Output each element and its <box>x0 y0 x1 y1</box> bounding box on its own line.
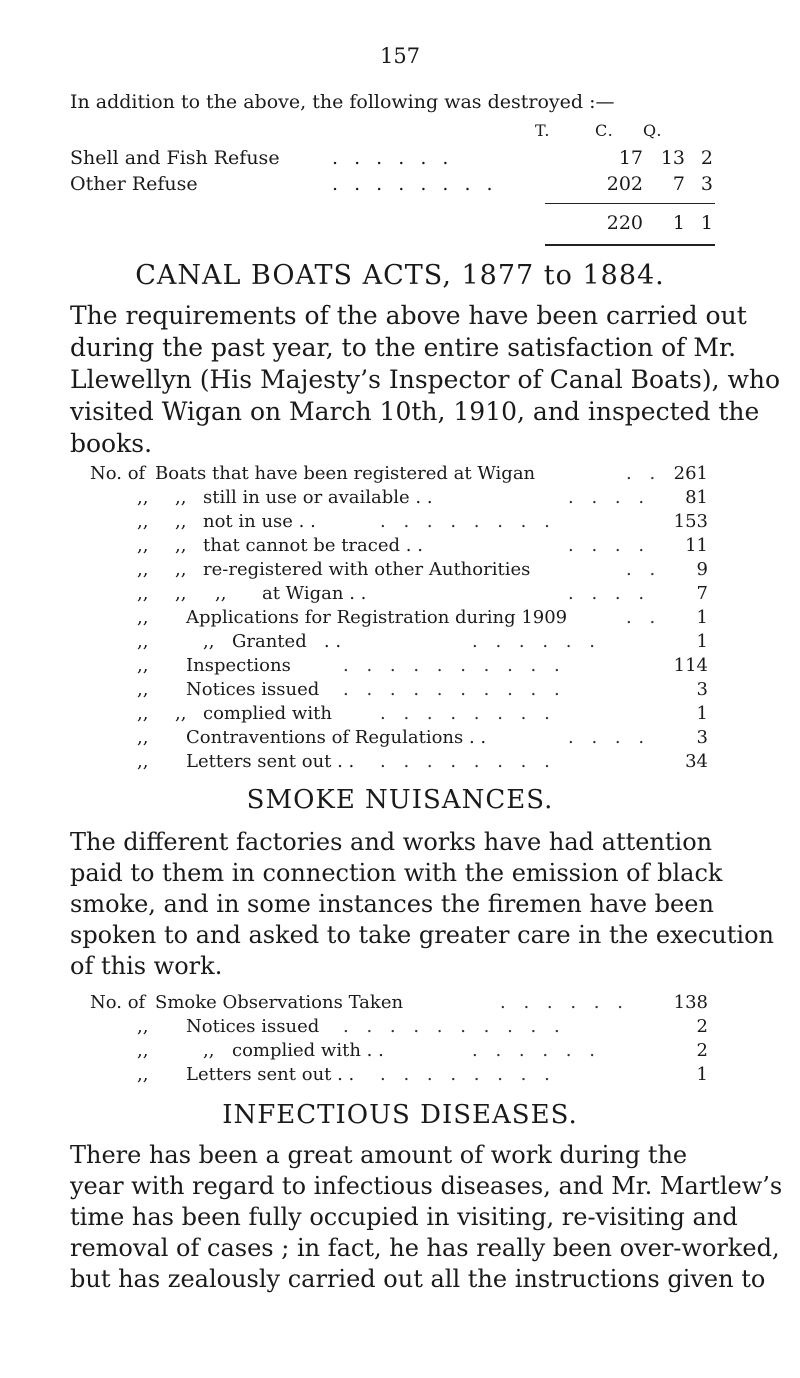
row-value: 114 <box>673 655 708 676</box>
table-row <box>0 631 800 655</box>
qtr-header: Q. <box>643 121 663 140</box>
canal-title: CANAL BOATS ACTS, 1877 to 1884. <box>135 260 665 291</box>
infectious-paragraph <box>70 1140 783 1295</box>
row-lead: ,, <box>137 559 149 580</box>
row-label: Notices issued <box>186 1016 320 1037</box>
row-value: 81 <box>685 487 708 508</box>
row-ditto: ,, <box>175 535 187 556</box>
paragraph-line: spoken to and asked to take greater care in the execution <box>70 921 774 949</box>
paragraph-line: time has been fully occupied in visiting, re-visiting and <box>70 1203 738 1231</box>
leader-dots: . . . . . . <box>332 147 454 169</box>
leader-dots: . . . . <box>568 487 651 508</box>
row-lead: ,, <box>137 631 149 652</box>
table-row <box>0 487 800 511</box>
paragraph-line: smoke, and in some instances the firemen have been <box>70 890 714 918</box>
row-lead: ,, <box>137 1016 149 1037</box>
table-row <box>0 559 800 583</box>
table-row <box>0 607 800 631</box>
leader-dots: . . . . . . . . <box>380 1064 556 1085</box>
row-ditto: ,, <box>175 487 187 508</box>
total-cwt: 1 <box>672 212 685 234</box>
cwt-value: 7 <box>672 173 685 195</box>
row-value: 1 <box>696 607 708 628</box>
row-value: 34 <box>685 751 708 772</box>
row-ditto: ,, <box>175 511 187 532</box>
leader-dots: . . . . <box>568 583 651 604</box>
intro-text: In addition to the above, the following was destroyed :— <box>70 91 615 113</box>
row-label: re-registered with other Authorities <box>203 559 531 580</box>
row-value: 2 <box>696 1016 708 1037</box>
row-lead: ,, <box>137 703 149 724</box>
table-row <box>0 535 800 559</box>
row-label: Applications for Registration during 1909 <box>186 607 568 628</box>
leader-dots: . . . . . . . . <box>380 751 556 772</box>
row-lead: ,, <box>137 751 149 772</box>
table-row <box>0 703 800 727</box>
page-number: 157 <box>379 44 421 68</box>
paragraph-line: There has been a great amount of work during the <box>70 1141 688 1169</box>
refuse-row <box>70 173 713 197</box>
row-label: Contraventions of Regulations . . <box>186 727 487 748</box>
row-value: 1 <box>696 631 708 652</box>
leader-dots: . . . . . . . . . . <box>343 1016 566 1037</box>
row-lead: No. of <box>90 463 146 484</box>
row-value: 261 <box>673 463 708 484</box>
canal-paragraph <box>70 300 781 460</box>
row-value: 3 <box>696 727 708 748</box>
refuse-total-row <box>70 212 713 236</box>
row-label: Smoke Observations Taken <box>155 992 404 1013</box>
paragraph-line: Llewellyn (His Majesty’s Inspector of Canal Boats), who <box>70 365 781 394</box>
row-label: Letters sent out . . <box>186 751 355 772</box>
leader-dots: . . . . . . <box>472 1040 601 1061</box>
total-qtr: 1 <box>700 212 713 234</box>
cwt-value: 13 <box>660 147 685 169</box>
cwt-header: C. <box>595 121 614 140</box>
total-tons: 220 <box>606 212 643 234</box>
table-row <box>0 992 800 1016</box>
table-row <box>0 1064 800 1088</box>
table-row <box>0 1040 800 1064</box>
row-label: complied with <box>203 703 332 724</box>
table-row <box>0 1016 800 1040</box>
row-label: still in use or available . . <box>203 487 433 508</box>
row-ditto: ,, <box>203 1040 215 1061</box>
row-lead: ,, <box>137 1040 149 1061</box>
leader-dots: . . <box>626 607 662 628</box>
row-value: 11 <box>685 535 708 556</box>
paragraph-line: books. <box>70 429 153 458</box>
leader-dots: . . . . . . . . <box>380 511 556 532</box>
row-value: 7 <box>696 583 708 604</box>
table-row <box>0 727 800 751</box>
row-label: Granted . . <box>232 631 342 652</box>
qtr-value: 3 <box>700 173 713 195</box>
row-lead: ,, <box>137 511 149 532</box>
paragraph-line: paid to them in connection with the emission of black <box>70 859 723 887</box>
paragraph-line: The different factories and works have had attention <box>70 828 713 856</box>
leader-dots: . . . . <box>568 535 651 556</box>
row-lead: ,, <box>137 1064 149 1085</box>
row-lead: ,, <box>137 655 149 676</box>
row-label: Inspections <box>186 655 291 676</box>
tons-value: 202 <box>606 173 643 195</box>
table-row <box>0 751 800 775</box>
row-lead: ,, <box>137 535 149 556</box>
leader-dots: . . . . . . <box>500 992 629 1013</box>
smoke-title: SMOKE NUISANCES. <box>246 785 554 815</box>
refuse-label: Shell and Fish Refuse <box>70 147 280 169</box>
row-value: 9 <box>696 559 708 580</box>
paragraph-line: removal of cases ; in fact, he has really been over-worked, <box>70 1234 780 1262</box>
paragraph-line: but has zealously carried out all the instructions given to <box>70 1265 766 1293</box>
leader-dots: . . <box>626 559 662 580</box>
row-ditto: ,, <box>203 631 215 652</box>
row-value: 3 <box>696 679 708 700</box>
row-lead: ,, <box>137 487 149 508</box>
row-ditto: ,, <box>175 559 187 580</box>
row-value: 1 <box>696 703 708 724</box>
leader-dots: . . <box>626 463 662 484</box>
row-label: complied with . . <box>232 1040 384 1061</box>
paragraph-line: of this work. <box>70 952 223 980</box>
table-row <box>0 679 800 703</box>
row-ditto: ,, <box>175 703 187 724</box>
row-lead: No. of <box>90 992 146 1013</box>
table-row <box>0 655 800 679</box>
row-lead: ,, <box>137 727 149 748</box>
row-label: Letters sent out . . <box>186 1064 355 1085</box>
row-value: 2 <box>696 1040 708 1061</box>
row-lead: ,, <box>137 583 149 604</box>
table-row <box>0 511 800 535</box>
table-row <box>0 463 800 487</box>
row-label: Notices issued <box>186 679 320 700</box>
row-value: 153 <box>673 511 708 532</box>
row-value: 138 <box>673 992 708 1013</box>
leader-dots: . . . . <box>568 727 651 748</box>
tons-header: T. <box>535 121 551 140</box>
row-label: not in use . . <box>203 511 316 532</box>
leader-dots: . . . . . . . . . . <box>343 679 566 700</box>
paragraph-line: year with regard to infectious diseases, and Mr. Martlew’s <box>70 1172 783 1200</box>
row-lead: ,, <box>137 607 149 628</box>
refuse-label: Other Refuse <box>70 173 198 195</box>
leader-dots: . . . . . . . . <box>332 173 498 195</box>
qtr-value: 2 <box>700 147 713 169</box>
infectious-title: INFECTIOUS DISEASES. <box>222 1100 578 1130</box>
row-label: that cannot be traced . . <box>203 535 423 556</box>
row-label: at Wigan . . <box>262 583 367 604</box>
row-value: 1 <box>696 1064 708 1085</box>
table-row <box>0 583 800 607</box>
total-rule-bottom <box>545 244 715 246</box>
row-ditto: ,, ,, <box>175 583 227 604</box>
paragraph-line: during the past year, to the entire satisfaction of Mr. <box>70 333 737 362</box>
paragraph-line: visited Wigan on March 10th, 1910, and inspected the <box>70 397 760 426</box>
leader-dots: . . . . . . <box>472 631 601 652</box>
tons-value: 17 <box>618 147 643 169</box>
paragraph-line: The requirements of the above have been carried out <box>70 301 747 330</box>
smoke-paragraph <box>70 827 774 982</box>
leader-dots: . . . . . . . . . . <box>343 655 566 676</box>
total-rule-top <box>545 203 715 204</box>
row-label: Boats that have been registered at Wigan <box>155 463 536 484</box>
leader-dots: . . . . . . . . <box>380 703 556 724</box>
refuse-row <box>70 147 713 171</box>
row-lead: ,, <box>137 679 149 700</box>
